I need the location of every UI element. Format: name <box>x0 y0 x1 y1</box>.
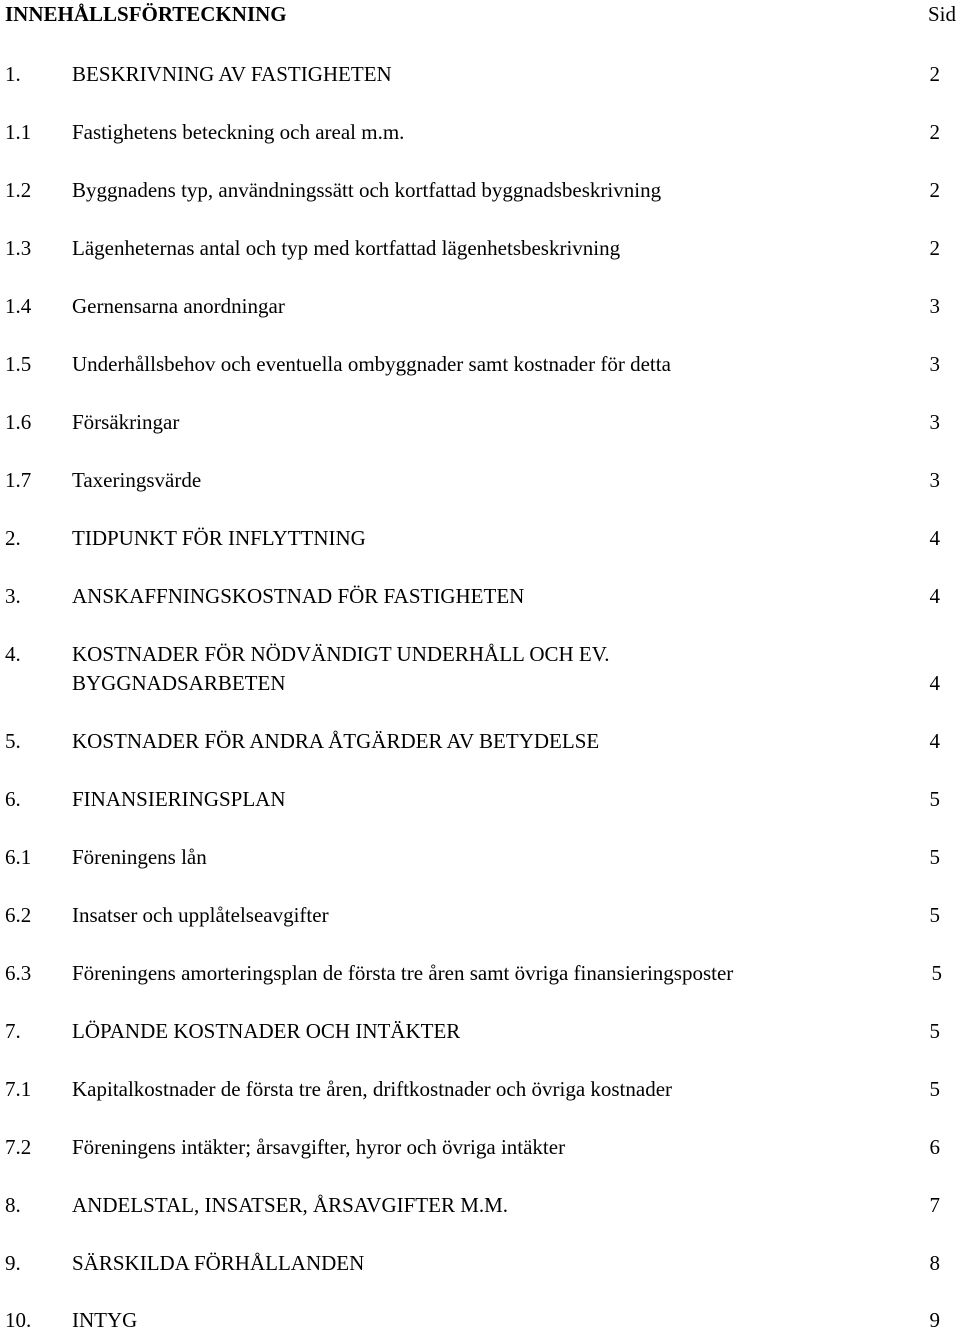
entry-title: Försäkringar <box>72 410 180 434</box>
entry-title: KOSTNADER FÖR ANDRA ÅTGÄRDER AV BETYDELSE <box>72 729 600 753</box>
entry-number: 1. <box>5 62 21 86</box>
toc-header <box>5 2 956 32</box>
entry-number: 1.7 <box>5 468 32 492</box>
entry-number: 1.4 <box>5 294 32 318</box>
entry-number: 1.5 <box>5 352 32 376</box>
entry-page: 3 <box>929 410 940 434</box>
entry-page: 4 <box>929 526 940 550</box>
entry-page: 3 <box>929 352 940 376</box>
entry-title: Kapitalkostnader de första tre åren, driftkostnader och övriga kostnader <box>72 1077 673 1101</box>
entry-number: 4. <box>5 642 21 666</box>
entry-title: ANDELSTAL, INSATSER, ÅRSAVGIFTER M.M. <box>72 1193 509 1217</box>
entry-page: 5 <box>929 1077 940 1101</box>
entry-number: 10. <box>5 1308 32 1332</box>
entry-page: 2 <box>929 236 940 260</box>
entry-number: 7.2 <box>5 1135 32 1159</box>
entry-title: SÄRSKILDA FÖRHÅLLANDEN <box>72 1251 365 1275</box>
entry-page: 2 <box>929 120 940 144</box>
entry-title: ANSKAFFNINGSKOSTNAD FÖR FASTIGHETEN <box>72 584 525 608</box>
entry-title: Taxeringsvärde <box>72 468 202 492</box>
toc-title: INNEHÅLLSFÖRTECKNING <box>5 2 287 26</box>
entry-page: 2 <box>929 62 940 86</box>
entry-number: 9. <box>5 1251 21 1275</box>
entry-title: Föreningens amorteringsplan de första tre åren samt övriga finansieringsposter <box>72 961 734 985</box>
entry-page: 7 <box>929 1193 940 1217</box>
entry-number: 5. <box>5 729 21 753</box>
entry-page: 3 <box>929 294 940 318</box>
entry-page: 5 <box>929 1019 940 1043</box>
entry-title: KOSTNADER FÖR NÖDVÄNDIGT UNDERHÅLL OCH EV. <box>72 642 610 666</box>
entry-number: 6.3 <box>5 961 32 985</box>
entry-title: TIDPUNKT FÖR INFLYTTNING <box>72 526 366 550</box>
entry-page: 2 <box>929 178 940 202</box>
entry-page: 8 <box>929 1251 940 1275</box>
entry-number: 2. <box>5 526 21 550</box>
entry-page: 4 <box>929 729 940 753</box>
entry-number: 7.1 <box>5 1077 32 1101</box>
entry-title: Underhållsbehov och eventuella ombyggnader samt kostnader för detta <box>72 352 671 376</box>
entry-number: 1.6 <box>5 410 32 434</box>
entry-title: Gernensarna anordningar <box>72 294 285 318</box>
entry-number: 1.1 <box>5 120 32 144</box>
entry-title: Fastighetens beteckning och areal m.m. <box>72 120 405 144</box>
entry-title-continued: BYGGNADSARBETEN <box>72 671 286 695</box>
entry-page: 6 <box>929 1135 940 1159</box>
entry-page: 3 <box>929 468 940 492</box>
entry-number: 6.2 <box>5 903 32 927</box>
entry-page: 5 <box>931 961 942 985</box>
entry-page: 4 <box>929 584 940 608</box>
entry-number: 1.3 <box>5 236 32 260</box>
toc-entry-4 <box>5 640 940 698</box>
entry-title: Föreningens intäkter; årsavgifter, hyror och övriga intäkter <box>72 1135 566 1159</box>
entry-title: BESKRIVNING AV FASTIGHETEN <box>72 62 392 86</box>
entry-page: 9 <box>929 1308 940 1332</box>
page-column-label: Sid <box>927 2 956 26</box>
entry-number: 6. <box>5 787 21 811</box>
entry-title: INTYG <box>72 1308 138 1332</box>
entry-title: FINANSIERINGSPLAN <box>72 787 286 811</box>
entry-number: 1.2 <box>5 178 32 202</box>
entry-number: 3. <box>5 584 21 608</box>
entry-title: Lägenheternas antal och typ med kortfattad lägenhetsbeskrivning <box>72 236 621 260</box>
entry-page: 5 <box>929 787 940 811</box>
entry-page: 5 <box>929 845 940 869</box>
entry-number: 7. <box>5 1019 21 1043</box>
entry-page: 5 <box>929 903 940 927</box>
entry-title: LÖPANDE KOSTNADER OCH INTÄKTER <box>72 1019 461 1043</box>
entry-number: 6.1 <box>5 845 32 869</box>
entry-page: 4 <box>929 671 940 695</box>
entry-title: Föreningens lån <box>72 845 207 869</box>
entry-title: Insatser och upplåtelseavgifter <box>72 903 329 927</box>
entry-number: 8. <box>5 1193 21 1217</box>
entry-title: Byggnadens typ, användningssätt och kortfattad byggnadsbeskrivning <box>72 178 662 202</box>
